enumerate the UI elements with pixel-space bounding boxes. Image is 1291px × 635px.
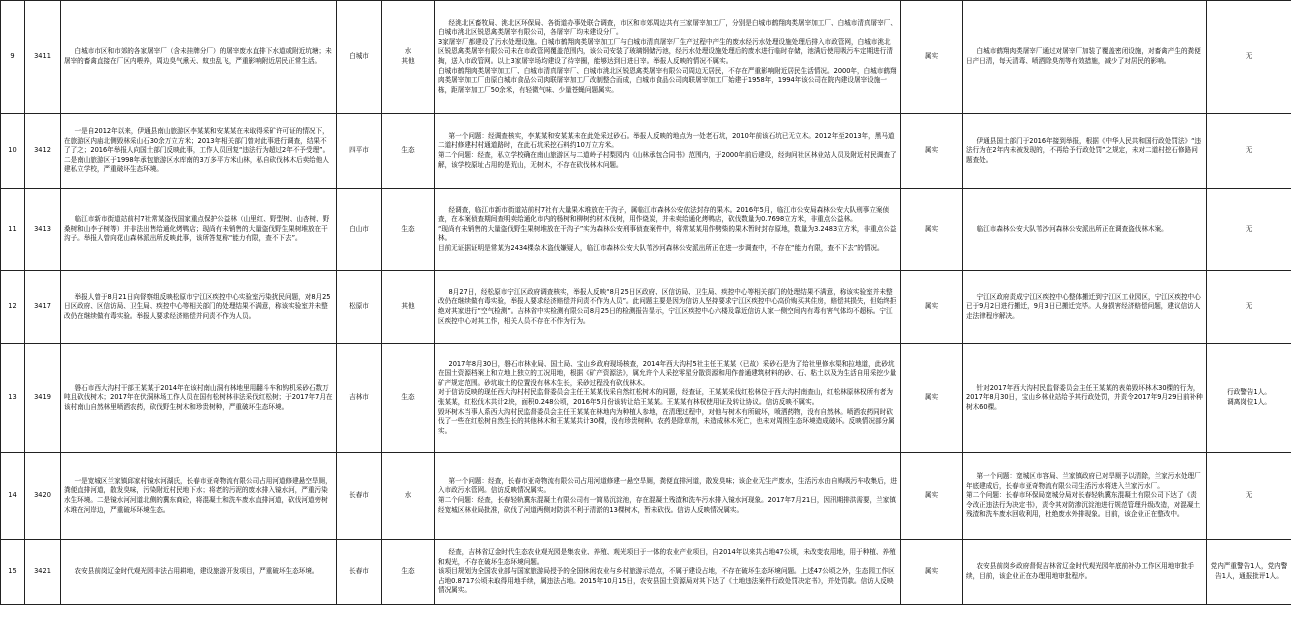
accountability-cell: 无 xyxy=(1207,271,1291,344)
table-row xyxy=(1,540,1291,605)
status-cell: 属实 xyxy=(901,344,963,453)
complaint-cell: 磐石市西大沟村干部王某某于2014年在该村南山洞有林地里用翻斗车和钩机采砂石数万吨且砍伐树木；2017年在伏洞林场工作人员在国有松树林非法采伐红松树；于2017年7月在该村南山自然林里喷洒农药，砍伐野生树木和珍贵树种，严重破坏生态环境。 xyxy=(61,344,337,453)
handling-cell: 临江市森林公安大队苇沙河森林公安派出所正在调查盗伐林木案。 xyxy=(963,189,1207,271)
investigation-cell: 8月27日，经松原市宁江区政府调查核实，举报人反映“8月25日区政府、区信访局、卫生局、疾控中心等相关部门的处理结果不满意，称该实验室并未整改仍在继续做有毒实验，举报人要求经济赔偿并问责不作为人员”。此问题主要是因为信访人坚持要求宁江区疾控中心高价购买其住房，赔偿其损失，但始终拒绝对其家进行“空气检测”。吉林省中实检测有限公司8月25日的检测报告显示，宁江区疾控中心六楼及靠近信访人家一侧空间内有毒有害气体均不超标。宁江区疾控中心对其工作，相关人员不存在不作为行为。 xyxy=(435,271,901,344)
row-number-cell: 15 xyxy=(1,540,25,605)
row-number-cell: 10 xyxy=(1,114,25,189)
handling-cell: 白城市鹤翔肉类屠宰厂通过对屠宰厂加装了覆盖密闭设施，对畜禽产生的粪便日产日清，每天清毒、喷洒除臭剂等有效措施，减少了对居民的影响。 xyxy=(963,1,1207,114)
investigation-cell: 第一个问题：经查，长春市亚奇物流有限公司占用河道修建一悬空旱厕，粪便直排河道，散发臭味；该企业无生产废水，生活污水由自购吸污车收集后，进入市政污水管网。信访反映情况属实。 第二个问题：经查，长春轻轨冀东混凝土有限公司有一简易沉淀池，存在混凝土残渣和洗车污水排入镜水河现象。2017年7月21日，因汛期排洪需要，兰家镇经宽城区林业局批准，砍伐了河道两侧对防洪不利于清淤的13棵树木，暂未砍伐。信访人反映情况属实。 xyxy=(435,453,901,540)
table-row xyxy=(1,1,1291,114)
handling-cell: 宁江区政府责成宁江区疾控中心整体搬迁到宁江区工业园区，宁江区疾控中心已于9月2日进行搬迁，9月3日已搬迁完毕。人身损害经济赔偿问题，建议信访人走法律程序解决。 xyxy=(963,271,1207,344)
status-cell: 属实 xyxy=(901,271,963,344)
region-cell: 长春市 xyxy=(337,540,382,605)
pollution-type-cell: 生态 xyxy=(382,344,435,453)
investigation-cell: 第一个问题：经调查核实，李某某和安某某未在此处采过砂石。举报人反映的地点为一处老石坑，2010年前该石坑已无立木。2012年至2013年，黑马道二道村修建村村通道路时，在此石坑采挖石料约10万立方米。 第二个问题：经查，私立学校确在南山旅游区与二道岭子村梨园内《山林承包合同书》范围内，于2000年前后建设，经询问社区林业站人员及附近村民调查了解，该学校原址占用的是荒山，无树木，不存在砍伐林木问题。 xyxy=(435,114,901,189)
case-id-cell: 3411 xyxy=(25,1,61,114)
region-cell: 松原市 xyxy=(337,271,382,344)
complaint-cell: 农安县前岗辽金时代观光园非法占用耕地，建设旅游开发项目，严重破坏生态环境。 xyxy=(61,540,337,605)
case-id-cell: 3419 xyxy=(25,344,61,453)
complaint-cell: 临江市新市街道站前村7社常某盗伐国家重点保护公益林（山里红、野型树、山杏树、野桑树和山李子树等）并非法出售给通化烤鸭店；现尚有未销售的大量盗伐野生果树堆放在干沟子。举报人曾向花山森林派出所反映此事，该所答复称“能力有限，查不下去”。 xyxy=(61,189,337,271)
pollution-type-cell: 水 其他 xyxy=(382,1,435,114)
table-row xyxy=(1,453,1291,540)
investigation-cell: 经查，吉林省辽金时代生态农业观光园是集农业、养殖、观光项目于一体的农业产业项目，自2014年以来共占地47公顷，未改变农用地，用于种植、养殖和观光，不存在破坏生态环境问题。 该项目规划为全国农业部与国家旅游局授予的全国休闲农业与乡村旅游示范点，不属于建设占地，不存在破坏生态环境问题。上述47公顷之外，生态园工作区占地0.8717公顷未取得用地手续，属违法占地。2015年10月15日，农安县国土资源局对其下达了《土地违法案件行政处罚决定书》，并处罚款。信访人反映情况属实。 xyxy=(435,540,901,605)
accountability-cell: 党内严重警告1人，党内警告1人，通报批评1人。 xyxy=(1207,540,1291,605)
region-cell: 白城市 xyxy=(337,1,382,114)
handling-cell: 农安县前岗乡政府督促吉林省辽金时代观光园年底前补办工作区用地审批手续，目前，该企业正在办理用地审批程序。 xyxy=(963,540,1207,605)
status-cell: 属实 xyxy=(901,189,963,271)
row-number-cell: 12 xyxy=(1,271,25,344)
region-cell: 四平市 xyxy=(337,114,382,189)
pollution-type-cell: 其他 xyxy=(382,271,435,344)
table-row xyxy=(1,271,1291,344)
pollution-type-cell: 水 xyxy=(382,453,435,540)
investigation-cell: 经洮北区畜牧局、洮北区环保局、各街道办事处联合调查，市区和市郊周边共有三家屠宰加工厂，分别是白城市鹤翔肉类屠宰加工厂、白城市清真屠宰厂、白城市洮北区锐恩禽类屠宰有限公司，各屠宰厂均未建设分厂。 3家屠宰厂都建设了污水处理设施。白城市鹤翔肉类屠宰加工厂与白城市清真屠宰厂生产过程中产生的废水经污水处理设施处理后排入市政管网，白城市洮北区锐恩禽类屠宰有限公司未在市政管网覆盖范围内，该公司安装了玻璃钢储污池，经污水处理设施处理后的废水进行临时存储，池满后使用吸污车定期进行清掏，送入市政管网。以上3家屠宰场均建设了待宰圈，能够达到日进日宰。举报人反映的情况不属实。 白城市鹤翔肉类屠宰加工厂、白城市清真屠宰厂、白城市洮北区锐恩禽类屠宰有限公司周边无居民，不存在严重影响附近居民生活情况。2000年，白城市鹤翔肉类屠宰加工厂由原白城市食品公司肉联屠宰加工厂改制整合而成，白城市食品公司肉联屠宰加工厂始建于1958年，1994年该公司在院内建设屠宰设施一栋，距屠宰加工厂50余米，有轻微气味、少量苍蝇问题属实。 xyxy=(435,1,901,114)
region-cell: 吉林市 xyxy=(337,344,382,453)
complaint-cell: 一是宽城区兰家镇邱家村镜水河湖氏，长春市亚奇物流有限公司占用河道修建悬空旱厕，粪便直排河道，散发臭味，污染附近村民地下水；将老的污泥的废水排入镜水河，严重污染水生环境。二是镜水河河道北侧的冀东商砼，将混凝土和洗车废水直排河道，砍伐河道旁树木堆在河岸边，严重破坏环境生态。 xyxy=(61,453,337,540)
pollution-type-cell: 生态 xyxy=(382,189,435,271)
table-row xyxy=(1,344,1291,453)
investigation-cell: 经调查，临江市新市街道站前村7社有大量果木堆放在干沟子，属临江市森林公安依法封存的果木。2016年5月，临江市公安局森林公安大队刑事立案侦查，在本案侦查期间查明卖给通化市内的杨树和柳树约材木伐树，用作烧炭，并未卖给通化烤鸭店，砍伐数量为0.7698立方米，非重点公益林。 “现尚有未销售的大量盗伐野生果树堆放在干沟子”实为森林公安刑事侦查案件中，将常某某用作劈柴的果木暂时封存原地，数量为3.2483立方米，非重点公益林。 目前无证据证明是常某为2434棵杂木盗伐嫌疑人，临江市森林公安大队苇沙河森林公安派出所正在进一步调查中，不存在“能力有限，查不下去”的情况。 xyxy=(435,189,901,271)
accountability-cell: 无 xyxy=(1207,1,1291,114)
region-cell: 白山市 xyxy=(337,189,382,271)
complaint-cell: 一是自2012年以来，伊通县南山旅游区李某某和安某某在未取得采矿许可证的情况下，在旅游区内庙北侧毁林采山石30余万立方米；2013年相关部门曾对此事进行调查，结果不了了之；2016年举报人向国土部门反映此事，工作人员回复“违法行为超过2年不予受理”。二是南山旅游区于1998年承包旅游区水库南的3万多平方米山林，私自砍伐林木后卖给他人建私立学校，严重破坏生态环境。 xyxy=(61,114,337,189)
row-number-cell: 11 xyxy=(1,189,25,271)
accountability-cell: 无 xyxy=(1207,453,1291,540)
case-id-cell: 3420 xyxy=(25,453,61,540)
case-id-cell: 3417 xyxy=(25,271,61,344)
row-number-cell: 14 xyxy=(1,453,25,540)
accountability-cell: 无 xyxy=(1207,189,1291,271)
accountability-cell: 行政警告1人。 调离岗位1人。 xyxy=(1207,344,1291,453)
handling-cell: 针对2017年西大沟村民监督委员会主任王某某的表弟毁坏林木30棵的行为，2017年8月30日，宝山乡林业站给予其行政处罚，并责令2017年9月29日前补种树木60棵。 xyxy=(963,344,1207,453)
row-number-cell: 9 xyxy=(1,1,25,114)
status-cell: 属实 xyxy=(901,1,963,114)
row-number-cell: 13 xyxy=(1,344,25,453)
status-cell: 属实 xyxy=(901,540,963,605)
case-id-cell: 3413 xyxy=(25,189,61,271)
table-row xyxy=(1,114,1291,189)
pollution-type-cell: 生态 xyxy=(382,540,435,605)
investigation-cell: 2017年8月30日，磐石市林业局、国土局、宝山乡政府现场核查，2014年西大沟村5社主任王某某（已故）采砂石是为了给社里修水渠和拉地道，此砂坑在国土资源档案上和立地上独立的工况用地，根据《矿产资源法》，属允许个人采挖零星分散资源和用作普通建筑材料的砂、石、粘土以及为生活自用采挖少量矿产规定范围。砂坑取土的位置没有林木生长，采砂过程没有砍伐林木。 对于信访反映的现任西大沟村村民监督委员会主任王某某伐采自然红松树木的问题，经查证，王某某采伐红松林位于西大沟村南查山，红松林原林权所有者为张某某，红松伐木共计2块，面积0.248公顷，2016年5月份该转让给王某某。王某某有林权使用证及转让协议。信访反映不属实。 毁坏树木当事人系西大沟村民监督委员会主任王某某在林地内为种植人参地，在清理过程中，对他与树木有所破坏，喷洒药物，没有自然林。喷洒农药同时砍伐了一些在红松树自然生长的其他林木和王某某共计30棵，没有珍贵树种。农药是除草剂，未造成林木死亡，也未对周围生态环境造成破坏。反映情况部分属实。 xyxy=(435,344,901,453)
handling-cell: 第一个问题：宽城区市容局、兰家镇政府已对旱厕予以清除，兰家污水处理厂年底建成后，长春市亚奇物流有限公司生活污水将进入兰家污水厂。 第二个问题：长春市环保局宽城分局对长春轻轨冀东混凝土有限公司下达了《责令改正违法行为决定书》，责令其对防渗沉淀池进行规范管理升级改造，对混凝土残渣和洗车废水回收利用，杜绝废水外排现象。目前，该企业正在整改中。 xyxy=(963,453,1207,540)
table-row xyxy=(1,189,1291,271)
status-cell: 属实 xyxy=(901,114,963,189)
handling-cell: 伊通县国土部门于2016年接到举报，根据《中华人民共和国行政处罚法》“违法行为在2年内未被发现的，不再给予行政处罚”之规定，未对二道村挖石修路问题查处。 xyxy=(963,114,1207,189)
region-cell: 长春市 xyxy=(337,453,382,540)
complaint-cell: 举报人曾于8月21日向督察组反映松原市宁江区疾控中心实验室污染扰民问题，对8月25日区政府、区信访局、卫生局、疾控中心等相关部门的处理结果不满意，称该实验室并未整改仍在继续做有毒实验。举报人要求经济赔偿并问责不作为人员。 xyxy=(61,271,337,344)
pollution-type-cell: 生态 xyxy=(382,114,435,189)
case-id-cell: 3421 xyxy=(25,540,61,605)
status-cell: 属实 xyxy=(901,453,963,540)
complaint-cell: 白城市市区和市郊的各家屠宰厂（含未挂牌分厂）的屠宰废水直排下水道或附近坑塘；未屠宰的畜禽直接在厂区内喂养，周边臭气熏天、蚊虫乱飞，严重影响附近居民正常生活。 xyxy=(61,1,337,114)
accountability-cell: 无 xyxy=(1207,114,1291,189)
case-id-cell: 3412 xyxy=(25,114,61,189)
